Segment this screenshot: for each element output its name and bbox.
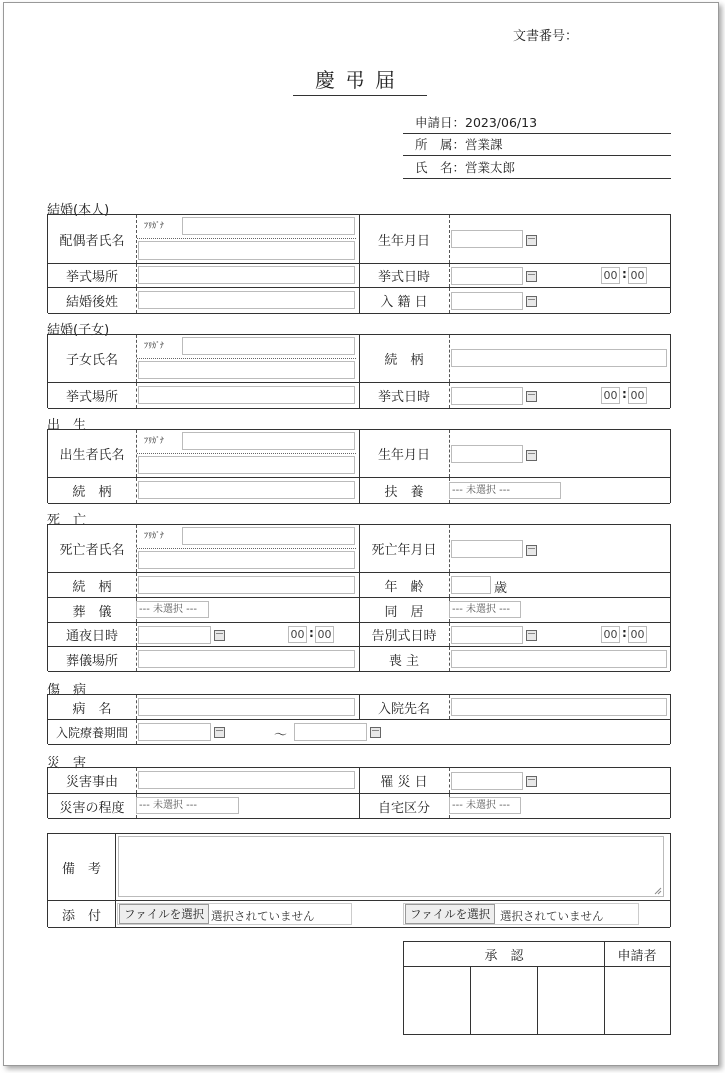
deceased-name-input[interactable] (138, 551, 355, 569)
wake-date-input[interactable] (138, 626, 211, 644)
divider (136, 288, 137, 313)
applicant-name: 氏 名：営業太郎 (403, 159, 671, 179)
divider (136, 573, 137, 597)
hour-input[interactable]: 00 (601, 387, 620, 404)
hour-input[interactable]: 00 (288, 626, 307, 643)
disease-input[interactable] (138, 698, 355, 716)
period-label: 入院療養期間 (55, 725, 128, 740)
divider (136, 720, 137, 744)
divider (449, 383, 450, 408)
disease-label: 病 名 (72, 701, 112, 717)
calendar-icon[interactable] (526, 391, 537, 402)
applicant-header: 申請者 (604, 942, 670, 967)
calendar-icon[interactable] (526, 296, 537, 307)
divider (449, 335, 450, 382)
period-start-input[interactable] (138, 723, 211, 741)
death-date-input[interactable] (451, 540, 523, 558)
child-ceremony-date-input[interactable] (451, 387, 523, 405)
table-row (48, 430, 670, 478)
furigana-label: ﾌﾘｶﾞﾅ (144, 436, 164, 445)
period-end-input[interactable] (294, 723, 367, 741)
disaster-date-input[interactable] (451, 772, 523, 790)
funeral-select[interactable]: --- 未選択 --- (136, 601, 209, 618)
chief-mourner-label: 喪 主 (388, 653, 420, 669)
ceremony-datetime-label: 挙式日時 (377, 390, 430, 405)
spouse-name-label: 配偶者氏名 (59, 233, 125, 249)
divider (136, 695, 137, 719)
remarks-textarea[interactable] (118, 836, 664, 897)
department: 所 属：営業課 (403, 136, 671, 156)
calendar-icon[interactable] (526, 450, 537, 461)
child-furigana-input[interactable] (182, 337, 355, 355)
birth-table (47, 429, 671, 503)
farewell-date-input[interactable] (451, 626, 523, 644)
doc-number-label: 文書番号： (513, 29, 579, 44)
table-row (48, 794, 670, 819)
child-relation-input[interactable] (451, 349, 667, 367)
divider (136, 623, 137, 646)
table-row (48, 383, 670, 409)
divider (449, 288, 450, 313)
dotted-divider (137, 453, 356, 454)
home-type-label: 自宅区分 (377, 800, 430, 816)
farewell-datetime-label: 告別式日時 (371, 629, 437, 644)
spouse-birth-date-input[interactable] (451, 230, 523, 248)
birth-date-label: 生年月日 (377, 448, 430, 463)
registry-date-label: 入 籍 日 (380, 295, 428, 310)
table-row (48, 901, 670, 928)
child-venue-input[interactable] (138, 386, 355, 404)
calendar-icon[interactable] (214, 727, 225, 738)
relation-label: 続 柄 (72, 485, 112, 500)
home-type-select[interactable]: --- 未選択 --- (449, 797, 521, 814)
born-furigana-input[interactable] (182, 432, 355, 450)
table-row (48, 573, 670, 598)
wake-datetime-label: 通夜日時 (65, 629, 118, 644)
table-row (48, 288, 670, 314)
divider (136, 768, 137, 793)
deceased-furigana-input[interactable] (182, 527, 355, 545)
disaster-reason-input[interactable] (138, 771, 355, 789)
divider (449, 647, 450, 671)
disaster-reason-label: 災害事由 (65, 775, 118, 790)
cohabit-label: 同 居 (384, 604, 424, 620)
divider (136, 478, 137, 503)
table-row (48, 335, 670, 383)
divider (136, 264, 137, 287)
child-name-label: 子女氏名 (65, 353, 118, 368)
born-name-label: 出生者氏名 (59, 448, 125, 463)
attach-label: 添 付 (61, 908, 101, 924)
furigana-label: ﾌﾘｶﾞﾅ (144, 341, 164, 350)
disaster-degree-label: 災害の程度 (59, 800, 125, 816)
calendar-icon[interactable] (526, 545, 537, 556)
funeral-venue-input[interactable] (138, 650, 355, 668)
approval-stamp-cell-1 (404, 967, 470, 1034)
death-table (47, 524, 671, 671)
table-row (48, 598, 670, 623)
divider (115, 901, 116, 927)
table-row (48, 623, 670, 647)
divider (449, 264, 450, 287)
dotted-divider (137, 238, 356, 239)
approve-header: 承 認 (404, 942, 604, 967)
time-colon: : (622, 626, 627, 640)
section-disaster: 災 害 (47, 756, 87, 771)
divider (115, 834, 116, 900)
relation-label: 続 柄 (384, 353, 424, 368)
calendar-icon[interactable] (214, 630, 225, 641)
calendar-icon[interactable] (526, 235, 537, 246)
furigana-label: ﾌﾘｶﾞﾅ (144, 221, 164, 230)
table-row (48, 478, 670, 504)
marriage-self-table (47, 214, 671, 313)
married-surname-label: 結婚後姓 (65, 295, 118, 310)
born-relation-input[interactable] (138, 481, 355, 499)
dependent-label: 扶 養 (384, 485, 424, 500)
death-date-label: 死亡年月日 (371, 543, 437, 558)
born-birth-date-input[interactable] (451, 445, 523, 463)
hospital-input[interactable] (451, 698, 667, 716)
section-marriage-child: 結婚(子女) (47, 323, 110, 338)
chief-mourner-input[interactable] (451, 650, 667, 668)
table-row (48, 215, 670, 264)
child-name-input[interactable] (138, 361, 355, 379)
table-row (48, 768, 670, 794)
divider (449, 525, 450, 572)
minute-input[interactable]: 00 (628, 267, 647, 284)
relation-label: 続 柄 (72, 579, 112, 595)
table-row (48, 834, 670, 901)
age-unit: 歳 (494, 581, 508, 596)
file-select-button-1[interactable]: ファイルを選択 (119, 904, 209, 924)
disaster-degree-select[interactable]: --- 未選択 --- (136, 797, 239, 814)
cohabit-select[interactable]: --- 未選択 --- (449, 601, 521, 618)
divider (449, 695, 450, 719)
age-label: 年 齢 (384, 579, 424, 595)
period-tilde: ～ (274, 728, 288, 743)
divider (449, 623, 450, 646)
spouse-name-input[interactable] (138, 241, 355, 260)
remarks-table (47, 833, 671, 927)
calendar-icon[interactable] (526, 630, 537, 641)
age-input[interactable] (451, 576, 491, 594)
hour-input[interactable]: 00 (601, 626, 620, 643)
funeral-venue-label: 葬儀場所 (65, 653, 118, 669)
table-row (48, 647, 670, 672)
funeral-label: 葬 儀 (72, 604, 112, 620)
applicant-stamp-cell (605, 967, 670, 1034)
venue-input[interactable] (138, 266, 355, 284)
minute-input[interactable]: 00 (315, 626, 334, 643)
injury-table (47, 694, 671, 744)
section-marriage-self: 結婚(本人) (47, 203, 110, 218)
deceased-name-label: 死亡者氏名 (59, 543, 125, 558)
venue-label: 挙式場所 (65, 390, 118, 405)
apply-date: 申請日：2023/06/13 (403, 114, 671, 134)
approval-stamp-cell-2 (471, 967, 537, 1034)
file-status-2: 選択されていません (500, 909, 604, 923)
approval-box (403, 941, 671, 1035)
dotted-divider (137, 358, 356, 359)
time-colon: : (309, 626, 314, 640)
table-row (48, 695, 670, 720)
divider (136, 215, 137, 263)
divider (136, 383, 137, 408)
resize-grip-icon[interactable] (654, 887, 662, 895)
furigana-label: ﾌﾘｶﾞﾅ (144, 531, 164, 540)
disaster-table (47, 767, 671, 818)
hospital-label: 入院先名 (377, 701, 430, 717)
ceremony-datetime-label: 挙式日時 (377, 270, 430, 285)
minute-input[interactable]: 00 (628, 387, 647, 404)
calendar-icon[interactable] (370, 727, 381, 738)
section-death: 死 亡 (47, 513, 87, 528)
dependent-select[interactable]: --- 未選択 --- (449, 482, 561, 499)
divider (449, 215, 450, 263)
divider (449, 430, 450, 477)
disaster-date-label: 罹 災 日 (380, 775, 428, 790)
section-injury: 傷 病 (47, 683, 87, 698)
hour-input[interactable]: 00 (601, 267, 620, 284)
table-row (48, 720, 670, 745)
divider (449, 768, 450, 793)
divider (449, 573, 450, 597)
dotted-divider (137, 548, 356, 549)
time-colon: : (622, 387, 627, 401)
married-surname-input[interactable] (138, 291, 355, 309)
spouse-furigana-input[interactable] (182, 217, 355, 235)
page-title: 慶弔届 (293, 64, 427, 96)
calendar-icon[interactable] (526, 776, 537, 787)
divider (136, 647, 137, 671)
remarks-label: 備 考 (61, 861, 101, 877)
venue-label: 挙式場所 (65, 270, 118, 285)
registry-date-input[interactable] (451, 292, 523, 310)
calendar-icon[interactable] (526, 271, 537, 282)
table-row (48, 264, 670, 288)
born-name-input[interactable] (138, 456, 355, 474)
minute-input[interactable]: 00 (628, 626, 647, 643)
file-select-button-2[interactable]: ファイルを選択 (405, 904, 495, 924)
time-colon: : (622, 267, 627, 281)
deceased-relation-input[interactable] (138, 576, 355, 594)
marriage-child-table (47, 334, 671, 408)
table-row (48, 525, 670, 573)
file-status-1: 選択されていません (211, 909, 315, 923)
section-birth: 出 生 (47, 418, 87, 433)
ceremony-date-input[interactable] (451, 267, 523, 285)
birth-date-label: 生年月日 (377, 233, 430, 249)
approval-stamp-cell-3 (538, 967, 604, 1034)
